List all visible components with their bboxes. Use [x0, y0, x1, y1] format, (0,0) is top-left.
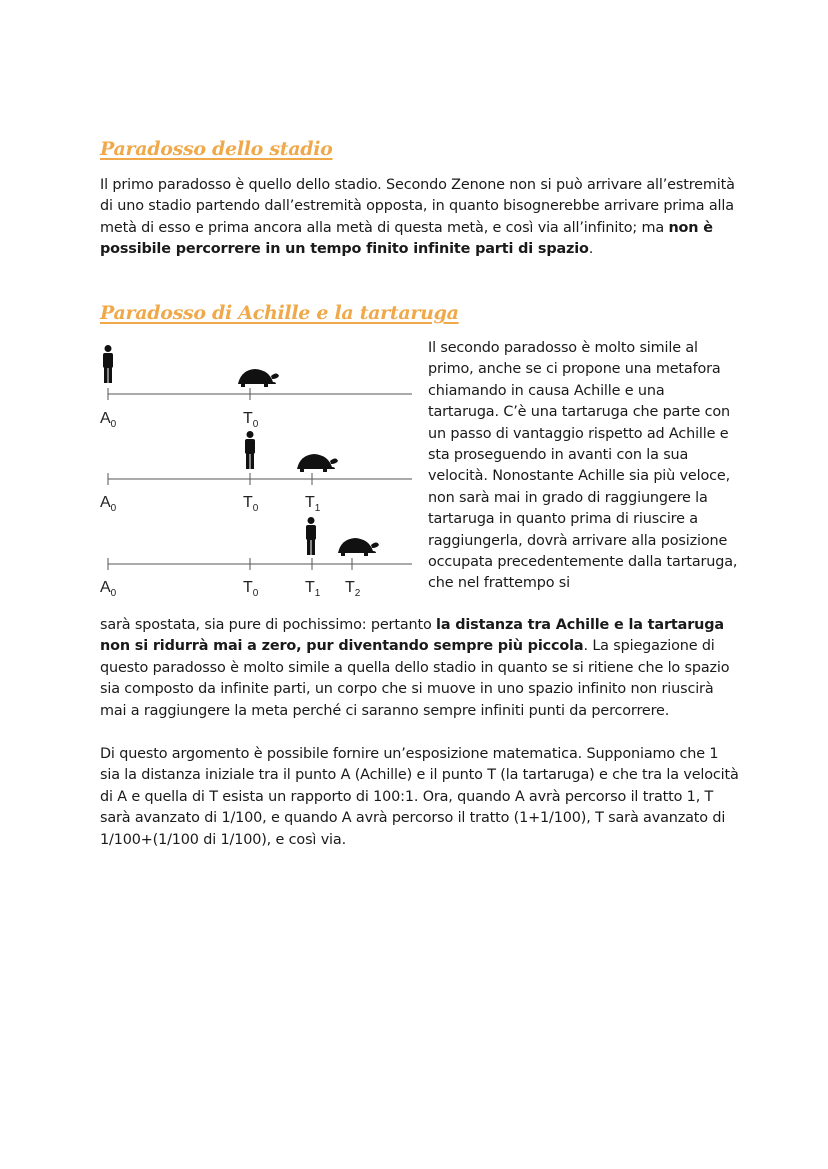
section-title-achille: Paradosso di Achille e la tartaruga: [100, 302, 459, 324]
paragraph-stadio: [100, 175, 740, 261]
diagram-row-1: [100, 345, 412, 430]
tortoise-icon: [297, 454, 338, 472]
paragraph-achille-bold: la distanza tra Achille e la tartaruga non si ridurrà mai a zero, pur diventando sempre più piccola: [100, 617, 724, 655]
section-title-stadio: Paradosso dello stadio: [100, 138, 333, 160]
paragraph-achille-text: sarà spostata, sia pure di pochissimo: pertanto: [100, 617, 437, 633]
paragraph-achille-side: Il secondo paradosso è molto simile al primo, anche se ci propone una metafora chiamando in causa Achille e una tartaruga. C’è una tartaruga che parte con un passo di vantaggio rispetto ad Achille e sta proseguendo in avanti con la sua velocità. Nonostante Achille sia più veloce, non sarà mai in grado di raggiungere la tartaruga in quanto prima di riuscire a raggiungerla, dovrà arrivare alla posizione occupata precedentemente dalla tartaruga, che nel frattempo si: [428, 340, 738, 592]
diagram-row-3: [100, 517, 412, 599]
label-a0: $A_0$: [100, 410, 117, 430]
label-t0: $T_0$: [243, 410, 259, 430]
achilles-icon: [306, 517, 316, 555]
paragraph-stadio-end: .: [588, 241, 594, 258]
label-t0: $T_0$: [243, 494, 259, 514]
label-t0: $T_0$: [243, 579, 259, 599]
diagram-row-2: [100, 431, 412, 514]
paragraph-achille-end: . La spiegazione di questo paradosso è molto simile a quella dello stadio in quanto se si ritiene che lo spazio sia composto da infinite parti, un corpo che si muove in uno spazio infinito non riuscirà mai a raggiungere la meta perché ci saranno sempre infiniti punti da percorrere.: [100, 638, 730, 719]
label-a0: $A_0$: [100, 579, 117, 599]
paragraph-stadio-bold: non è possibile percorrere in un tempo finito infinite parti di spazio: [100, 219, 713, 258]
tortoise-icon: [338, 538, 379, 556]
label-t1: $T_1$: [305, 494, 321, 514]
label-t1: $T_1$: [305, 579, 321, 599]
paragraph-achille-continued: [100, 615, 740, 722]
achilles-icon: [245, 431, 255, 469]
achilles-icon: [103, 345, 113, 383]
paragraph-math: Di questo argomento è possibile fornire un’esposizione matematica. Supponiamo che 1 sia la distanza iniziale tra il punto A (Achille) e il punto T (la tartaruga) e che tra la velocità di A e quella di T esista un rapporto di 100:1. Ora, quando A avrà percorso il tratto 1, T sarà avanzato di 1/100, e quando A avrà percorso il tratto (1+1/100), T sarà avanzato di 1/100+(1/100 di 1/100), e così via.: [100, 746, 739, 848]
achilles-tortoise-diagram: [100, 338, 420, 603]
label-t2: $T_2$: [345, 579, 361, 599]
tortoise-icon: [238, 369, 279, 387]
label-a0: $A_0$: [100, 494, 117, 514]
paragraph-stadio-text: Il primo paradosso è quello dello stadio. Secondo Zenone non si può arrivare all’estremità di uno stadio partendo dall’estremità opposta, in quanto bisognerebbe arrivare prima alla metà di esso e prima ancora alla metà di questa metà, e così via all’infinito; ma: [100, 177, 735, 236]
